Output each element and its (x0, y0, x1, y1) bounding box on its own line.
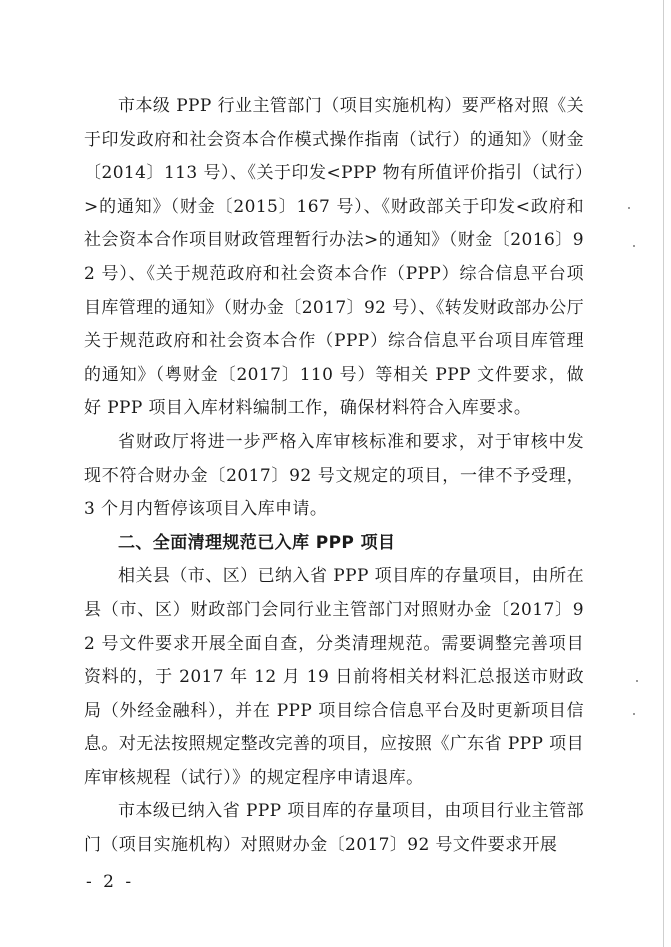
page-number: - 2 - (86, 872, 135, 892)
scan-speck (628, 207, 630, 209)
scan-speck (636, 680, 638, 682)
page-edge-line (663, 0, 664, 947)
document-body (84, 90, 584, 863)
paragraph-county-projects: 相关县（市、区）已纳入省 PPP 项目库的存量项目，由所在县（市、区）财政部门会同行业主管部门对照财办金〔2017〕92 号文件要求开展全面自查，分类清理规范。需要调整完善项目资料的，于 2017 年 12 月 19 日前将相关材料汇总报送市财政局（外经金融科），并在 PPP 项目综合信息平台及时更新项目信息。对无法按照规定整改完善的项目，应按照《广东省 PPP 项目库审核规程（试行）》的规定程序申请退库。 (84, 566, 584, 788)
scan-speck (633, 713, 635, 715)
section-heading: 二、全面清理规范已入库 PPP 项目 (118, 532, 396, 553)
paragraph-review-standards: 省财政厅将进一步严格入库审核标准和要求，对于审核中发现不符合财办金〔2017〕92 号文规定的项目，一律不予受理，3 个月内暂停该项目入库申请。 (84, 431, 584, 520)
paragraph-requirements: 市本级 PPP 行业主管部门（项目实施机构）要严格对照《关于印发政府和社会资本合作模式操作指南（试行）的通知》（财金〔2014〕113 号）、《关于印发<PPP 物有所值评价指引（试行）>的通知》（财金〔2015〕167 号）、《财政部关于印发<政府和社会资本合作项目财政管理暂行办法>的通知》（财金〔2016〕92 号）、《关于规范政府和社会资本合作（PPP）综合信息平台项目库管理的通知》（财办金〔2017〕92 号）、《转发财政部办公厅关于规范政府和社会资本合作（PPP）综合信息平台项目库管理的通知》（粤财金〔2017〕110 号）等相关 PPP 文件要求，做好 PPP 项目入库材料编制工作，确保材料符合入库要求。 (84, 96, 584, 419)
paragraph-city-projects: 市本级已纳入省 PPP 项目库的存量项目，由项目行业主管部门（项目实施机构）对照财办金〔2017〕92 号文件要求开展 (84, 801, 584, 856)
scan-speck (633, 245, 635, 247)
